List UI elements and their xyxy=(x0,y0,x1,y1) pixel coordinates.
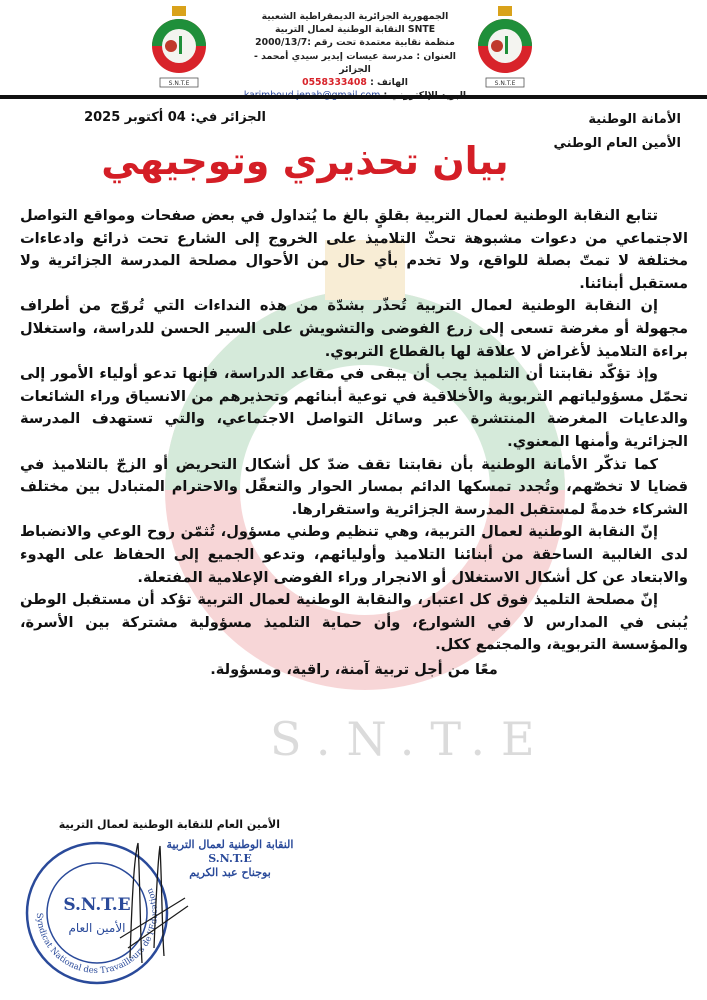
signature-stroke xyxy=(120,898,185,938)
paragraph: إنّ النقابة الوطنية لعمال التربية، وهي تنظيم وطني مسؤول، تُثمّن روح الوعي والانضباط لدى الغالبية الساحقة من أبنائنا التلاميذ وأوليائهم، وتدعو الجميع إلى الحفاظ على الهدوء والابتعاد عن كل أشكال الاستغلال أو الانجرار وراء الفوضى الإعلامية المفتعلة. xyxy=(20,523,688,586)
stamp-ring-text: Syndicat National des Travailleurs de l'Education xyxy=(33,886,161,977)
union-name: SNTE النقابة الوطنية لعمال التربية xyxy=(274,24,436,36)
logo-torch xyxy=(172,6,186,16)
signatory-union: النقابة الوطنية لعمال التربية xyxy=(166,838,294,851)
organization-info xyxy=(240,10,470,102)
stamp-role-text: الأمين العام xyxy=(68,921,126,935)
logo-rose xyxy=(491,40,503,52)
phone-label: الهاتف : xyxy=(370,77,408,89)
logo-stem xyxy=(505,36,508,54)
logo-rose xyxy=(165,40,177,52)
snte-logo-left xyxy=(146,2,212,92)
document-title: بيان تحذيري وتوجيهي xyxy=(101,139,509,183)
date-line: الجزائر في: 04 أكتوبر 2025 xyxy=(84,110,266,125)
phone-number: 0558333408 xyxy=(302,77,367,89)
signatory-name: بوجناح عبد الكريم xyxy=(189,866,271,879)
snte-logo-right xyxy=(472,2,538,92)
country-name: الجمهورية الجزائرية الديمقراطية الشعبية xyxy=(261,11,449,22)
paragraph: تتابع النقابة الوطنية لعمال التربية بقلقٍ بالغ ما يُتداول في بعض صفحات ومواقع التواصل الاجتماعي من دعوات مشبوهة تحثّ التلاميذ على الخروج إلى الشارع تحت ذرائع وادعاءات مختلفة لا تمتّ بصلة للواقع، ولا تخدم بأي حال من الأحوال مصلحة المدرسة الجزائرية ولا مستقبل أبنائنا. xyxy=(20,207,688,292)
paragraph: وإذ تؤكّد نقابتنا أن التلميذ يجب أن يبقى في مقاعد الدراسة، فإنها تدعو أولياء الأمور إلى تحمّل مسؤولياتهم التربوية والأخلاقية في توعية أبنائهم وتحذيرهم من الانسياق وراء الشائعات والدعايات المغرضة المنتشرة عبر وسائل التواصل الاجتماعي، والتي تستهدف المدرسة الجزائرية وأمنها المعنوي. xyxy=(20,365,688,450)
header-divider xyxy=(0,95,707,99)
stamp-center-text: S.N.T.E xyxy=(63,895,131,915)
paragraph: إن النقابة الوطنية لعمال التربية تُحذّر بشدّة من هذه النداءات التي تُروّج من أطراف مجهولة أو مغرضة تسعى إلى زرع الفوضى والتشويش على السير الحسن للدراسة، واستغلال براءة التلاميذ لأغراض لا علاقة لها بالقطاع التربوي. xyxy=(20,297,688,360)
paragraph: كما تذكّر الأمانة الوطنية بأن نقابتنا تقف ضدّ كل أشكال التحريض أو الزجّ بالتلاميذ في قضايا لا تخصّهم، وتُجدد تمسكها الدائم بمسار الحوار والتعقّل والاحترام المتبادل بين مختلف الشركاء خدمةً لمستقبل المدرسة الجزائرية واستقرارها. xyxy=(20,455,688,518)
secretary-general-label: الأمين العام الوطني xyxy=(553,136,681,151)
statement-body xyxy=(20,205,688,681)
signatory-name-block xyxy=(160,838,300,880)
secretariat-label: الأمانة الوطنية xyxy=(588,112,681,127)
watermark-text: S.N.T.E xyxy=(270,712,551,766)
logo-caption: S.N.T.E xyxy=(494,80,516,87)
phone-row xyxy=(240,76,470,89)
logo-torch xyxy=(498,6,512,16)
address: العنوان : مدرسة عيسات إيدير سيدي أمحمد - الجزائر xyxy=(254,50,456,75)
letterhead xyxy=(0,0,707,96)
signatory-title: الأمين العام للنقابة الوطنية لعمال التربية xyxy=(58,818,280,831)
closing-line: معًا من أجل تربية آمنة، راقية، ومسؤولة. xyxy=(210,660,498,678)
registration-number: منظمة نقابية معتمدة تحت رقم :2000/13/7 xyxy=(255,37,455,49)
paragraph: إنّ مصلحة التلميذ فوق كل اعتبار، والنقابة الوطنية لعمال التربية تؤكد أن مستقبل الوطن يُبنى في المدارس لا في الشوارع، وأن حماية التلميذ مسؤولية مشتركة بين الأسرة، والمؤسسة التربوية، والمجتمع ككل. xyxy=(20,591,688,654)
sender-block xyxy=(553,108,681,156)
logo-stem xyxy=(179,36,182,54)
signatory-abbr: S.N.T.E xyxy=(208,852,252,865)
logo-caption: S.N.T.E xyxy=(168,80,190,87)
